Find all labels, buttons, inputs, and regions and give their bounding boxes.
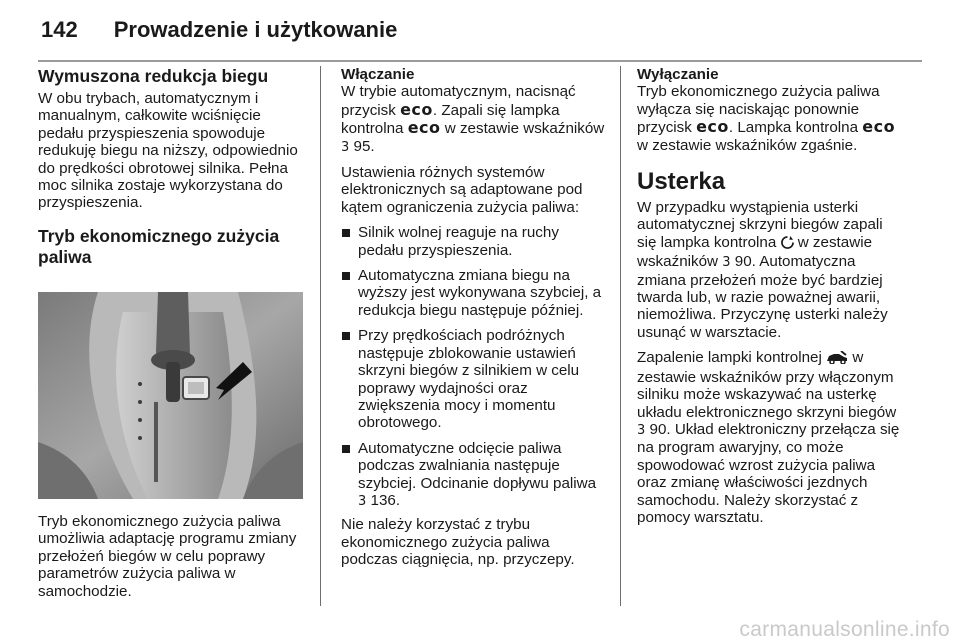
column-left xyxy=(38,66,306,284)
watermark: carmanualsonline.info xyxy=(739,618,950,641)
eco-symbol: eco xyxy=(696,117,729,137)
paragraph-towing: Nie należy korzystać z trybu ekonomicznego zużycia paliwa podczas ciągnięcia, np. przyczepy. xyxy=(341,516,575,569)
page-ref-icon: 3 xyxy=(722,255,731,271)
list-item: Przy prędkościach podróżnych następuje zblokowanie ustawień skrzyni biegów z silnikiem w celu poprawy wydajności oraz zwiększenia mocy i momentu obrotowego. xyxy=(341,327,607,431)
bullet-list xyxy=(341,224,607,510)
eco-symbol: eco xyxy=(407,118,441,138)
paragraph-fault: W przypadku wystąpienia usterki automatycznej skrzyni biegów zapali się lampka kontrolna w zestawie wskaźników 3 90. Automatyczna zmiana przełożeń może być bardziej twarda lub, w razie poważnej awarii, niemożliwa. Przyczynę usterki należy usunąć w warsztacie. xyxy=(637,199,888,341)
column-right xyxy=(637,66,905,534)
heading-enable: Włączanie xyxy=(341,66,415,83)
column-divider-2 xyxy=(620,66,621,606)
paragraph-systems: Ustawienia różnych systemów elektronicznych są adaptowane pod kątem ograniczenia zużycia paliwa: xyxy=(341,164,583,216)
list-item: Automatyczna zmiana biegu na wyższy jest wykonywana szybciej, a redukcja biegu następuje później. xyxy=(341,267,607,319)
page-number: 142 xyxy=(41,17,78,42)
gear-fault-icon xyxy=(781,236,794,253)
header-rule xyxy=(38,60,922,62)
page-section-title: Prowadzenie i użytkowanie xyxy=(113,17,398,42)
page-ref-icon: 3 xyxy=(637,422,646,438)
list-item: Silnik wolnej reaguje na ruchy pedału przyspieszenia. xyxy=(341,224,607,259)
check-engine-car-icon xyxy=(826,351,848,368)
paragraph-kickdown: W obu trybach, automatycznym i manualnym, całkowite wciśnięcie pedału przyspieszenia spowoduje redukuję biegu na niższy, odpowiednio do prędkości obrotowej silnika. Pełna moc silnika zostaje wykorzystana do przyspieszenia. xyxy=(38,90,298,212)
heading-disable: Wyłączanie xyxy=(637,66,719,83)
page-ref-icon: 3 xyxy=(341,139,350,155)
eco-symbol: eco xyxy=(400,99,433,119)
list-item: Automatyczne odcięcie paliwa podczas zwalniania następuje szybciej. Odcinanie dopływu paliwa 3 136. xyxy=(341,440,607,511)
paragraph-enable: W trybie automatycznym, nacisnąć przycisk eco. Zapali się lampka kontrolna eco w zestawie wskaźników 3 95. xyxy=(341,83,605,155)
paragraph-fault-lamp: Zapalenie lampki kontrolnej w zestawie wskaźników przy włączonym silniku może wskazywać na usterkę układu elektronicznego skrzyni biegów 3 90. Układ elektroniczny przełącza się na program awaryjny, co może spowodować wzrost zużycia paliwa oraz zmianę właściwości jezdnych samochodu. Należy skorzystać z pomocy warsztatu. xyxy=(637,349,900,526)
column-middle xyxy=(341,66,607,577)
gear-selector-photo xyxy=(38,292,303,499)
heading-fault: Usterka xyxy=(637,168,726,196)
column-left-caption xyxy=(38,513,306,608)
page-ref-icon: 3 xyxy=(358,493,367,509)
paragraph-disable: Tryb ekonomicznego zużycia paliwa wyłącza się naciskając ponownie przycisk eco. Lampka kontrolna eco w zestawie wskaźników zgaśnie. xyxy=(637,83,896,154)
heading-kickdown: Wymuszona redukcja biegu xyxy=(38,66,269,86)
paragraph-eco-caption: Tryb ekonomicznego zużycia paliwa umożliwia adaptację programu zmiany przełożeń biegów w celu poprawy parametrów zużycia paliwa w samochodzie. xyxy=(38,513,297,600)
column-divider-1 xyxy=(320,66,321,606)
gear-selector-illustration xyxy=(38,292,303,499)
page-header xyxy=(41,14,397,46)
heading-eco-mode: Tryb ekonomicznego zużycia paliwa xyxy=(38,225,280,267)
eco-symbol: eco xyxy=(862,117,896,137)
